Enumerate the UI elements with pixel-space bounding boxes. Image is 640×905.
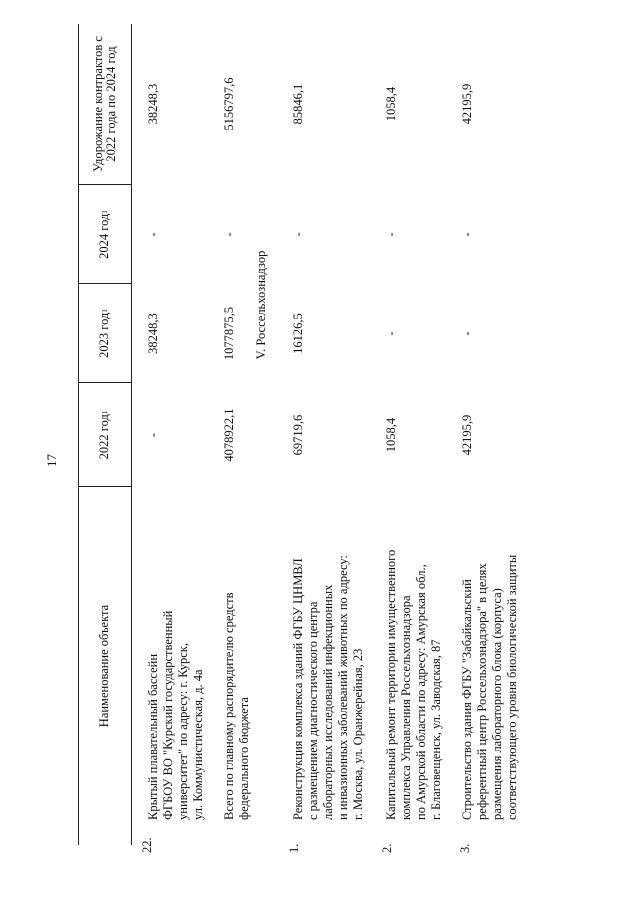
value-2023: - [460, 331, 474, 336]
value-2024: - [460, 232, 474, 237]
value-2024: - [291, 232, 305, 237]
header-increase: Удорожание контрактов с 2022 года по 2024 год [90, 36, 118, 172]
row-number: 2. [380, 843, 394, 853]
object-name: Капитальный ремонт территории имущественного комплекса Управления Россельхознадзора по Амурской области по адресу: Амурская обл., г. Благовещенск, ул. Заводская, 87 [384, 549, 443, 820]
object-name: Реконструкция комплекса зданий ФГБУ ЦНМВЛ с размещением диагностического центра лабораторных исследований инфекционных и инвазионных заболеваний животных по адресу: г. Москва, ул. Оранжерейная, 23 [291, 555, 365, 820]
header-2022: 2022 год 1 [97, 410, 111, 460]
object-name: Строительство здания ФГБУ "Забайкальский референтный центр Россельхознадзора" в целях размещения лабораторного блока (корпуса) соответствующего уровня биологической защиты [460, 554, 519, 820]
value-2024: - [146, 232, 160, 237]
value-increase: 42195,9 [460, 83, 474, 125]
section-title: V. Россельхознадзор [254, 250, 268, 360]
object-name: Крытый плавательный бассейн ФГБОУ ВО "Курский государственный университет" по адресу: г. Курск, ул. Коммунистическая, д. 4а [146, 610, 205, 820]
value-2024: - [222, 232, 236, 237]
header-2024-label: 2024 год [97, 213, 111, 259]
value-2023: 16126,5 [291, 313, 305, 354]
value-2022: 69719,6 [291, 414, 305, 456]
value-increase: 1058,4 [384, 86, 398, 122]
header-2022-label: 2022 год [97, 414, 111, 460]
header-2023-label: 2023 год [97, 312, 111, 358]
header-name: Наименование объекта [97, 604, 111, 728]
value-increase: 38248,3 [146, 83, 160, 125]
value-2023: 1077875,5 [222, 306, 236, 361]
value-2023: 38248,3 [146, 313, 160, 354]
row-number: 1. [287, 843, 301, 853]
value-2022: 1058,4 [384, 417, 398, 453]
header-bottom-rule [131, 24, 132, 845]
value-2022: - [146, 432, 160, 438]
row-number: 3. [458, 843, 472, 853]
value-2023: - [384, 331, 398, 336]
row-number: 22. [140, 837, 154, 853]
value-increase: 5156797,6 [222, 77, 236, 131]
header-2024: 2024 год 1 [97, 210, 111, 259]
value-2024: - [384, 232, 398, 237]
value-2022: 4078922,1 [222, 408, 236, 462]
page-number: 17 [44, 454, 59, 467]
value-increase: 85846,1 [291, 83, 305, 125]
total-name: Всего по главному распорядителю средств федерального бюджета [222, 592, 251, 820]
header-2023: 2023 год 1 [97, 309, 111, 358]
value-2022: 42195,9 [460, 414, 474, 456]
